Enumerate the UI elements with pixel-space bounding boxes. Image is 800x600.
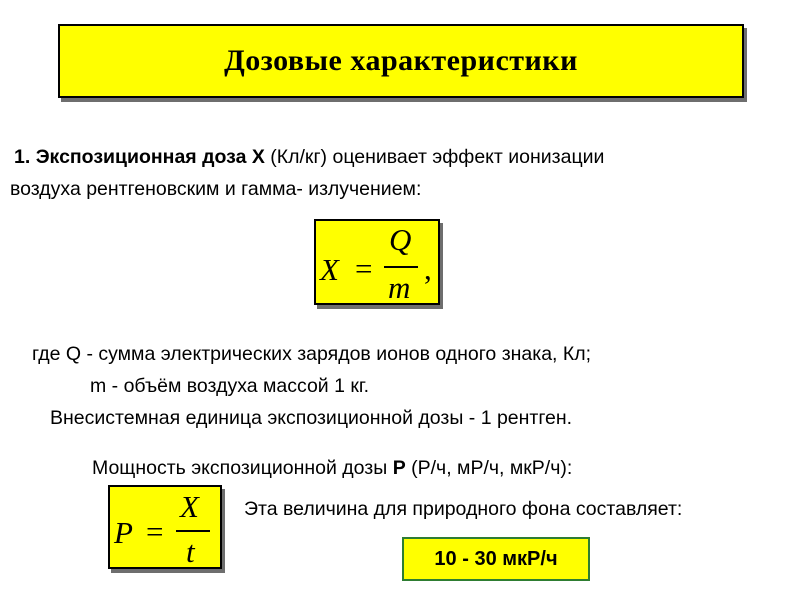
formula-x-lhs: X: [320, 252, 339, 287]
formula-x-denominator: m: [388, 270, 411, 305]
dose-rate-formula: [108, 485, 222, 569]
exposure-dose-formula: [314, 219, 440, 305]
dose-rate-line: [92, 452, 572, 484]
item1-term: Экспозиционная доза X: [35, 146, 265, 168]
formula-p-fraction-bar: [176, 530, 210, 532]
item1-line1: [14, 141, 604, 173]
background-value-box: [402, 537, 590, 581]
where-line1: где Q - сумма электрических зарядов ионов одного знака, Кл;: [32, 343, 592, 365]
title-banner: [58, 24, 744, 98]
formula-p-numerator: X: [180, 489, 199, 524]
dose-rate-units: (Р/ч, мР/ч, мкР/ч):: [411, 457, 573, 479]
formula-x-fraction-bar: [384, 266, 418, 268]
item1-number: 1.: [14, 146, 31, 168]
formula-p-equals: =: [146, 514, 164, 549]
item1-description: (Кл/кг) оценивает эффект ионизации: [270, 146, 605, 168]
page-title: Дозовые характеристики: [224, 44, 578, 77]
item1-line2: воздуха рентгеновским и гамма- излучением:: [10, 178, 422, 200]
formula-x-comma: ,: [424, 251, 432, 286]
formula-x-numerator: Q: [389, 222, 412, 257]
where-line2: m - объём воздуха массой 1 кг.: [90, 375, 370, 397]
background-value: 10 - 30 мкР/ч: [434, 547, 558, 570]
formula-p-lhs: P: [114, 515, 133, 550]
formula-x-equals: =: [355, 251, 373, 286]
dose-rate-prefix: Мощность экспозиционной дозы: [92, 457, 388, 479]
non-system-unit-text: Внесистемная единица экспозиционной дозы - 1 рентген.: [50, 407, 573, 429]
dose-rate-symbol: P: [392, 457, 406, 479]
formula-p-denominator: t: [186, 534, 195, 569]
background-note: Эта величина для природного фона составляет:: [244, 498, 683, 520]
